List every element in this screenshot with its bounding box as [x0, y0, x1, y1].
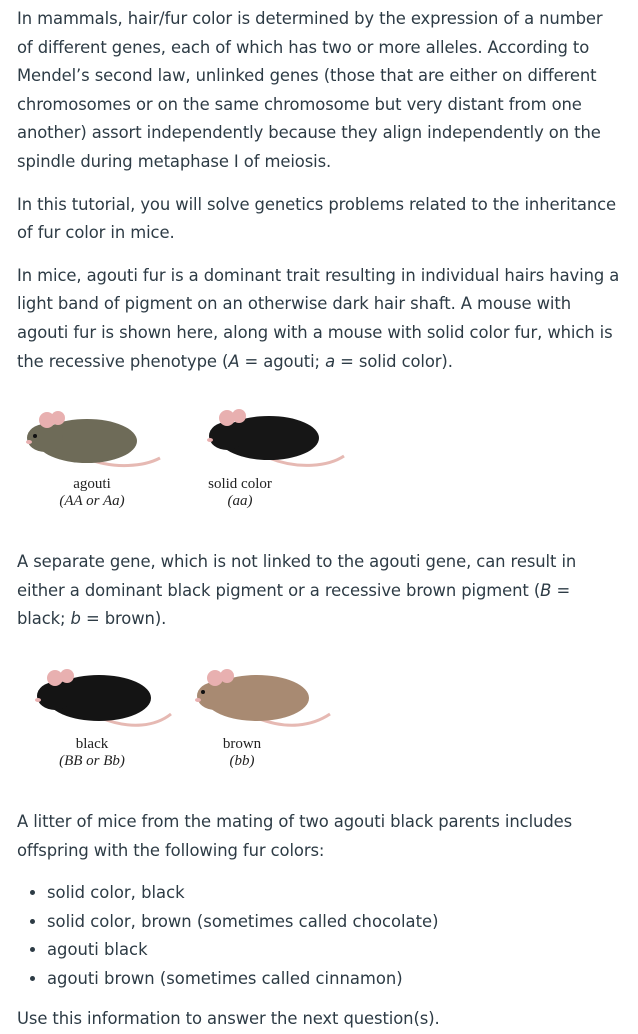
black-caption [17, 736, 167, 770]
agouti-figure [17, 396, 617, 536]
agouti-text-1: In mice, agouti fur is a dominant trait resulting in individual hairs having a light band of pigment on an otherwise dark hair shaft. A mouse with agouti fur is shown here, along with a mouse with solid color fur, which is the recessive phenotype ( [17, 265, 620, 371]
black-brown-paragraph [17, 548, 621, 634]
allele-b: b [70, 609, 81, 629]
list-item: • agouti brown (sometimes called cinnamon) [47, 965, 621, 994]
mouse-solid-drawing [199, 396, 349, 476]
mouse-black-drawing [31, 656, 181, 736]
agouti-label: agouti [73, 476, 111, 493]
black-text-1: A separate gene, which is not linked to the agouti gene, can result in either a dominant black pigment or a recessive brown pigment ( [17, 552, 577, 600]
agouti-genotype: (AA or Aa) [59, 493, 125, 510]
brown-caption [167, 736, 317, 770]
agouti-mouse-image [25, 396, 175, 476]
black-text-3: = brown). [80, 609, 167, 629]
brown-genotype: (bb) [229, 752, 255, 769]
solid-genotype: (aa) [227, 493, 253, 510]
agouti-text-2: = agouti; [239, 351, 326, 371]
allele-a: a [325, 351, 336, 371]
allele-B: B [540, 580, 552, 600]
brown-mouse-image [187, 656, 337, 736]
solid-label: solid color [208, 476, 272, 493]
closing-paragraph: Use this information to answer the next question(s). [17, 1009, 440, 1029]
black-genotype: (BB or Bb) [59, 752, 125, 769]
black-label: black [75, 735, 109, 752]
tutorial-paragraph: In this tutorial, you will solve genetics problems related to the inheritance of fur color in mice. [17, 194, 617, 243]
allele-A: A [228, 351, 240, 371]
agouti-text-3: = solid color). [335, 351, 453, 371]
list-item: • solid color, black [47, 879, 621, 908]
agouti-caption [17, 476, 167, 510]
black-mouse-image [31, 656, 181, 736]
list-item: • solid color, brown (sometimes called chocolate) [47, 908, 621, 937]
list-item: • agouti black [47, 936, 621, 965]
black-brown-figure [17, 656, 617, 796]
fur-color-list [17, 879, 621, 993]
black-text-2: = black; [17, 580, 571, 629]
mouse-brown-drawing [187, 656, 337, 736]
solid-mouse-image [199, 396, 349, 476]
mouse-agouti-drawing [25, 396, 175, 476]
agouti-paragraph [17, 262, 621, 376]
intro-paragraph: In mammals, hair/fur color is determined by the expression of a number of different genes, each of which has two or more alleles. According to Mendel’s second law, unlinked genes (those that are either on different chromosomes or on the same chromosome but very distant from one another) assort independently because they align independently on the spindle during metaphase I of meiosis. [17, 9, 603, 171]
brown-label: brown [222, 735, 262, 752]
solid-caption [165, 476, 315, 510]
litter-paragraph: A litter of mice from the mating of two agouti black parents includes offspring with the following fur colors: [17, 811, 573, 860]
